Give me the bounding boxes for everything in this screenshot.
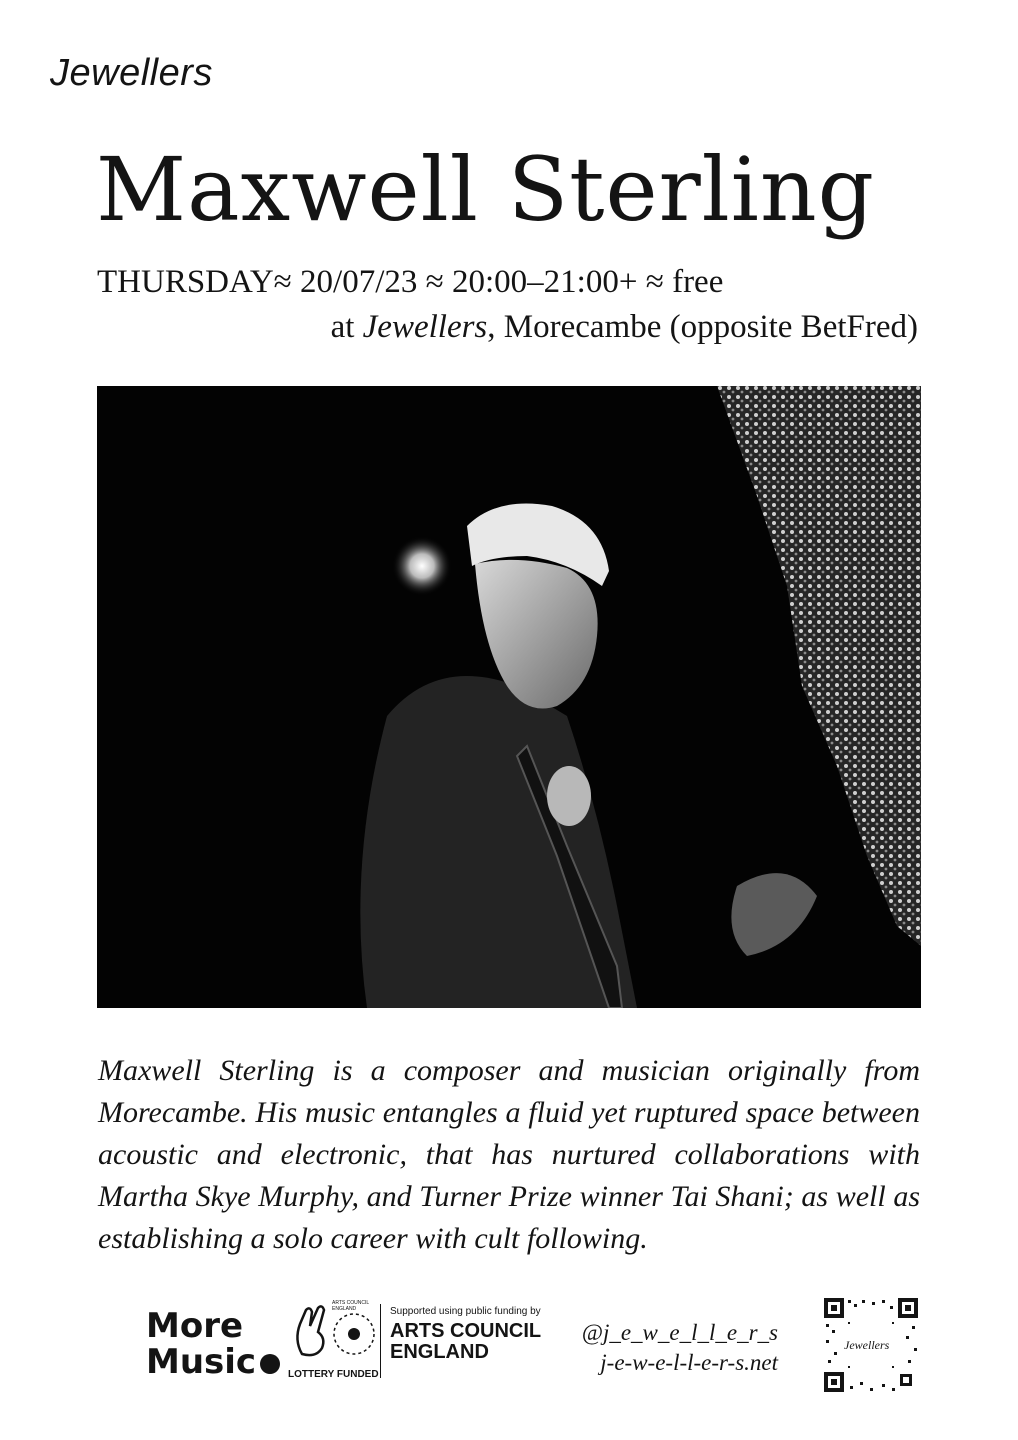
event-price: free — [672, 264, 724, 300]
footer — [0, 1280, 1018, 1410]
qr-label: Jewellers — [844, 1338, 890, 1352]
event-details — [97, 264, 723, 301]
arts-council-name-line2: ENGLAND — [390, 1341, 489, 1363]
location-suffix: , Morecambe (opposite BetFred) — [487, 309, 918, 345]
event-time: 20:00–21:00+ — [452, 264, 638, 300]
event-day: THURSDAY — [97, 264, 274, 300]
lottery-logo — [288, 1300, 378, 1380]
lottery-funded-label: LOTTERY FUNDED — [288, 1369, 379, 1380]
venue-brand: Jewellers — [50, 52, 213, 94]
more-music-line2-wrap — [146, 1344, 280, 1380]
location-prefix: at — [330, 309, 363, 345]
arts-council-support: Supported using public funding by — [390, 1306, 541, 1317]
qr-code[interactable] — [822, 1296, 920, 1394]
artist-headline: Maxwell Sterling — [96, 138, 875, 241]
more-music-line1: More — [146, 1306, 244, 1346]
website-link[interactable]: j-e-w-e-l-l-e-r-s.net — [600, 1350, 778, 1375]
event-location — [331, 309, 918, 346]
more-music-logo — [146, 1308, 280, 1380]
event-date: 20/07/23 — [300, 264, 418, 300]
social-handle[interactable]: @j_e_w_e_l_l_e_r_s — [581, 1320, 778, 1345]
artist-bio: Maxwell Sterling is a composer and musician originally from Morecambe. His music entangles a fluid yet ruptured space between acoustic and electronic, that has nurtured collaborations with Martha Skye Murphy, and Turner Prize winner Tai Shani; as well as establishing a solo career with cult following. — [98, 1054, 920, 1255]
arts-council-name-line1: ARTS COUNCIL — [390, 1320, 542, 1342]
artist-photo — [97, 386, 921, 1008]
location-venue: Jewellers — [362, 309, 488, 345]
separator: ≈ — [417, 264, 452, 300]
separator: ≈ — [273, 264, 301, 300]
more-music-line2: Music — [146, 1342, 257, 1382]
arts-council-logo — [390, 1306, 541, 1363]
divider — [380, 1304, 381, 1378]
separator: ≈ — [637, 264, 673, 300]
arts-council-ring-text: ARTS COUNCIL ENGLAND — [332, 1300, 369, 1312]
contact-handles — [570, 1318, 778, 1378]
artist-photo-illustration — [97, 386, 921, 1008]
dot-icon — [260, 1354, 280, 1374]
